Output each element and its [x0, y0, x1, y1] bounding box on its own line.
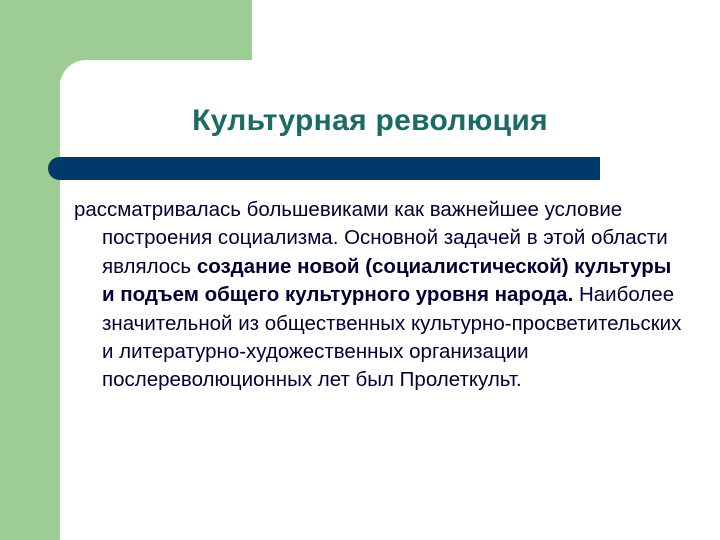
- slide-body: [74, 196, 684, 395]
- slide-title: Культурная революция: [192, 104, 548, 137]
- body-paragraph: [74, 196, 684, 395]
- title-underline-bar: [48, 157, 600, 180]
- body-text-bold: создание новой (социалистической) культуры и подъем общего культурного уровня народа.: [102, 254, 672, 307]
- decor-green-left: [0, 0, 60, 540]
- body-text-part1: рассматривалась большевиками как важнейшее условие построения социализма. Основной задачей в этой области являлось: [74, 198, 668, 278]
- body-text-part2: Наиболее значительной из общественных культурно-просветительских и литературно-художественных организации послереволюционных лет был Пролеткульт.: [102, 283, 682, 392]
